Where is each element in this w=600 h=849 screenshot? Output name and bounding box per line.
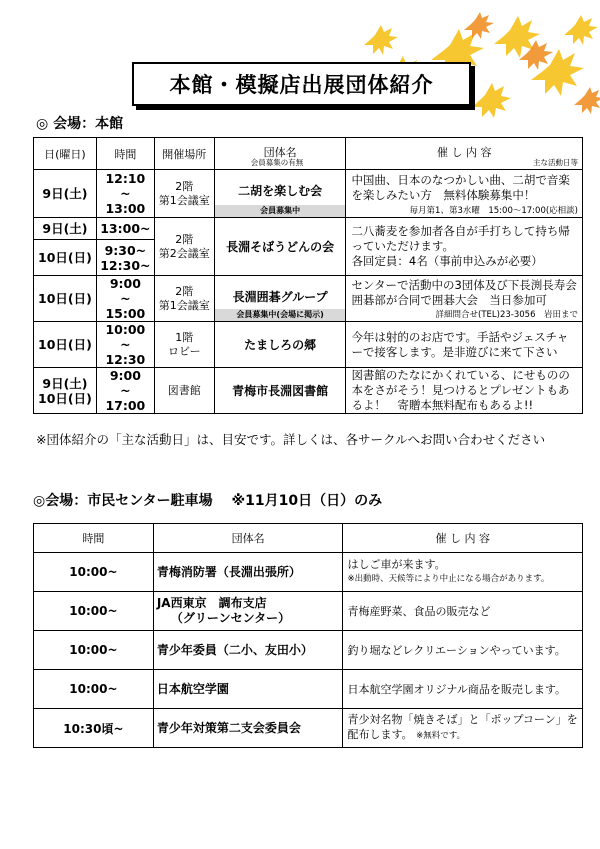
venue-floor: 2階 [175,179,194,193]
row-content: 青梅産野菜、食品の販売など [343,592,583,631]
row-time: 10:00~ [34,670,154,709]
venue-room: 第1会議室 [158,193,210,207]
date-2: 10日(日) [38,390,92,406]
time-end: 12:30 [105,352,146,367]
table-row [34,553,583,592]
row-venue [154,322,214,368]
header-date: 日(曜日) [34,138,97,170]
row-date [34,368,97,414]
table-row [34,670,583,709]
group-name-sub: （グリーンセンター） [170,611,291,625]
time-start: 12:10 [105,171,146,186]
row-time: 10:00~ [34,592,154,631]
row-content [346,218,583,276]
time-start: 9:00 [109,368,141,383]
venue-room: 第1会議室 [158,298,210,312]
note-text: ※団体紹介の「主な活動日」は、目安です。詳しくは、各サークルへお問い合わせください [36,432,546,447]
section1-heading: ◎ 会場：本館 [36,116,124,132]
row-group: 日本航空学園 [153,670,343,709]
time-slot-2: 12:30~ [100,257,151,273]
header-venue: 開催場所 [154,138,214,170]
section2-heading: ◎会場：市民センター駐車場 ※11月10日（日）のみ [33,493,383,509]
recruit-status: 会員募集中(会場に掲示) [215,309,346,321]
row-content [343,553,583,592]
venue-floor: 1階 [175,330,194,344]
row-date: 10日(日) [34,276,97,322]
date-1: 9日(土) [42,375,88,391]
row-group [214,170,346,218]
time-end: 17:00 [105,398,146,413]
table-row [34,276,583,322]
table-header-row [34,524,583,553]
row-time: 13:00~ [96,218,154,240]
group-name: 長淵囲碁グループ [232,290,328,304]
header-time: 時間 [34,524,154,553]
table-row [34,218,583,240]
content-note: ※無料です。 [416,731,466,741]
content-capacity: 各回定員：4名（事前申込みが必要） [351,254,543,268]
row-content [346,170,583,218]
row-content: 釣り堀などレクリエーションやっています。 [343,631,583,670]
row-time: 10:00~ [34,553,154,592]
content-note: ※出動時、天候等により中止になる場合があります。 [347,574,550,584]
activity-contact: 詳細問合せ(TEL)23-3056 岩田まで [435,310,578,320]
time-slot-1: 9:30~ [104,242,147,258]
row-venue: 図書館 [154,368,214,414]
row-content: 日本航空学園オリジナル商品を販売します。 [343,670,583,709]
row-time: 10:30頃~ [34,709,154,748]
venue-room: 第2会議室 [158,246,210,260]
row-date: 10日(日) [34,322,97,368]
header-group-sub: 会員募集の有無 [250,158,304,167]
header-content-sub: 主な活動日等 [533,158,578,167]
content-text: 青少対名物「焼きそば」と「ポップコーン」を配布します。 [347,713,578,741]
table-row [34,170,583,218]
header-content: 催 し 内 容 [343,524,583,553]
row-group: たましろの郷 [214,322,346,368]
row-date: 10日(日) [34,240,97,276]
row-venue [154,218,214,276]
row-content [343,709,583,748]
row-time [96,368,154,414]
row-group: 青少年委員（二小、友田小） [153,631,343,670]
main-hall-table [33,137,583,414]
row-content: 今年は射的のお店です。手話やジェスチャーで接客します。是非遊びに来て下さい [346,322,583,368]
time-separator: ~ [120,186,131,201]
group-name: 二胡を楽しむ会 [238,184,323,198]
time-separator: ~ [120,337,131,352]
parking-lot-table [33,523,583,748]
header-group: 団体名 [153,524,343,553]
time-separator: ~ [120,383,131,398]
time-start: 10:00 [105,322,146,337]
time-end: 15:00 [105,306,146,321]
row-time [96,240,154,276]
content-text: 中国曲、日本のなつかしい曲、二胡で音楽を楽しみたい方 無料体験募集中！ [351,172,570,202]
row-date: 9日(土) [34,170,97,218]
venue-room: ロビー [168,344,201,358]
table-row [34,592,583,631]
row-date: 9日(土) [34,218,97,240]
page-title: 本館・模擬店出展団体紹介 [132,62,471,106]
row-time [96,276,154,322]
header-group [214,138,346,170]
header-content [346,138,583,170]
row-time [96,322,154,368]
row-group: 長淵そばうどんの会 [214,218,346,276]
row-content [346,276,583,322]
header-content-label: 催 し 内 容 [436,146,492,159]
group-name: JA西東京 調布支店 [156,596,267,610]
table-row [34,322,583,368]
row-content: 図書館のたなにかくれている、にせものの本をさがそう！見つけるとプレゼントもあるよ！ 寄贈本無料配布もあるよ!! [346,368,583,414]
time-separator: ~ [120,291,131,306]
row-group [214,276,346,322]
venue-floor: 2階 [175,284,194,298]
row-group [153,592,343,631]
table-row [34,631,583,670]
row-group: 青少年対策第二支会委員会 [153,709,343,748]
row-time: 10:00~ [34,631,154,670]
time-end: 13:00 [105,201,146,216]
table-row [34,368,583,414]
row-venue [154,170,214,218]
row-venue [154,276,214,322]
content-text: センターで活動中の3団体及び下長渕長寿会囲碁部が合同で囲碁大会 当日参加可 [351,277,577,307]
row-group: 青梅消防署（長淵出張所） [153,553,343,592]
activity-schedule: 毎月第1、第3水曜 15:00～17:00(応相談) [409,206,578,216]
table-row [34,709,583,748]
row-time [96,170,154,218]
table-header-row [34,138,583,170]
row-group: 青梅市長淵図書館 [214,368,346,414]
header-group-label: 団体名 [263,146,297,159]
header-time: 時間 [96,138,154,170]
content-text: 二八蕎麦を参加者各自が手打ちして持ち帰っていただけます。 [351,224,570,253]
content-text: はしご車が来ます。 [347,558,446,571]
time-start: 9:00 [109,276,141,291]
venue-floor: 2階 [175,232,194,246]
recruit-status: 会員募集中 [215,205,346,217]
